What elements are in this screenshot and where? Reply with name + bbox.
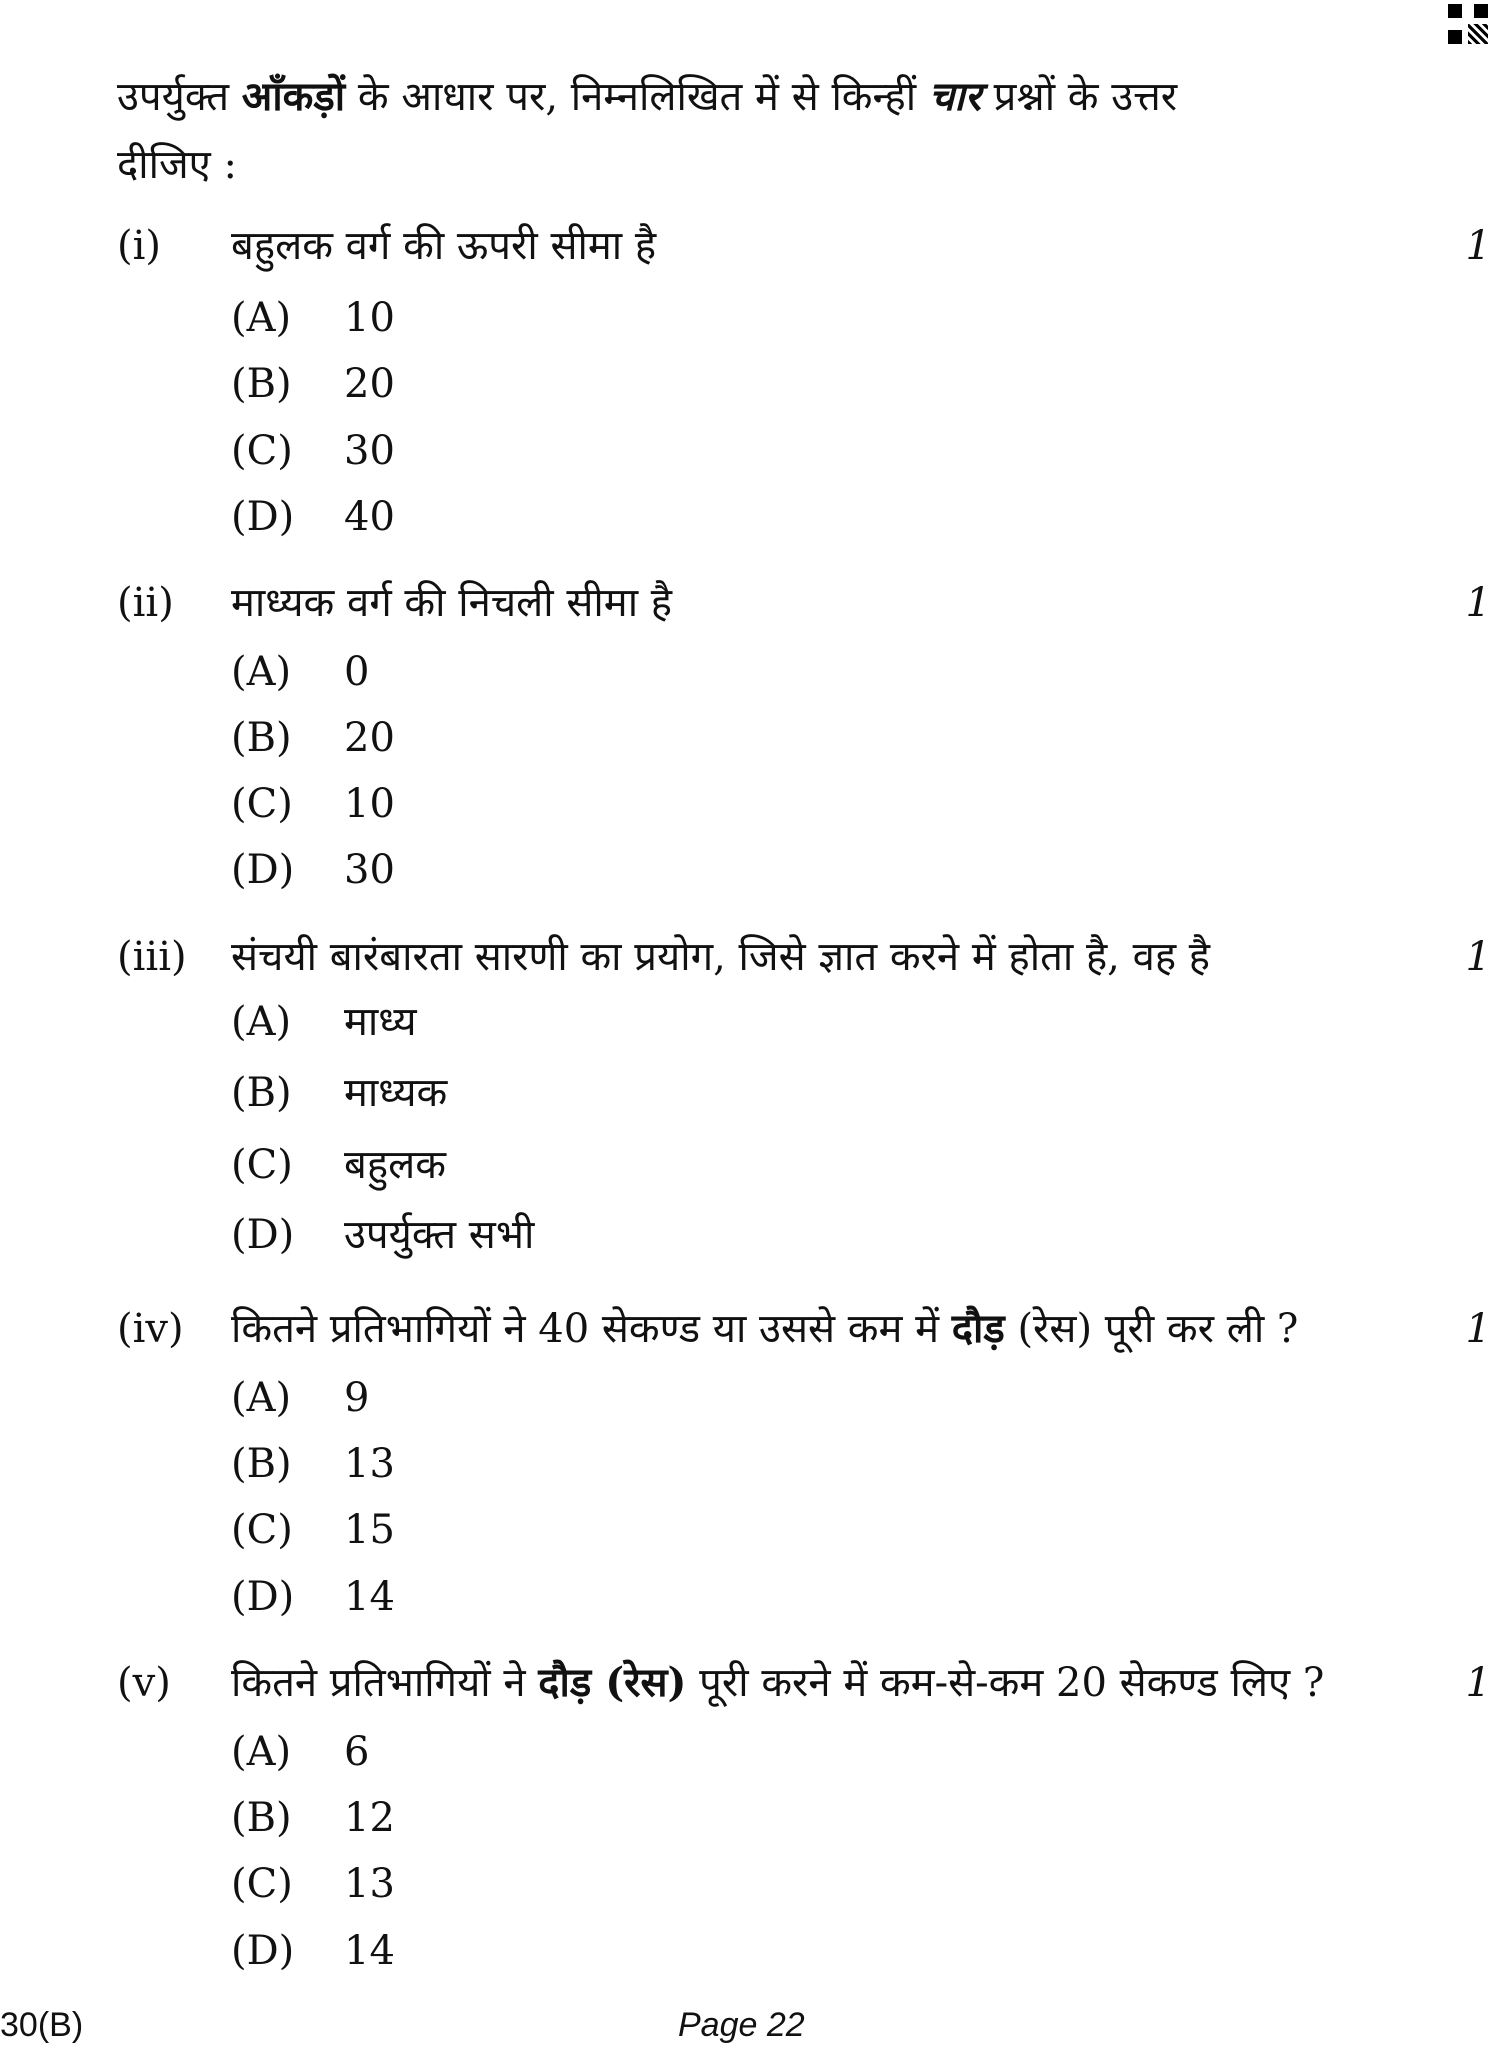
qr-code-icon — [1448, 4, 1488, 44]
option-value: 10 — [344, 781, 395, 827]
question-marks: 1 — [1465, 223, 1491, 269]
option-value: 13 — [344, 1441, 395, 1487]
option-value: 6 — [344, 1729, 370, 1775]
option-label: (B) — [231, 361, 292, 407]
footer-code: 30(B) — [0, 2006, 84, 2044]
option-value: 30 — [344, 428, 395, 474]
instruction-line-2: दीजिए : — [117, 142, 237, 188]
option-label: (A) — [231, 1375, 292, 1421]
option-label: (A) — [231, 649, 292, 695]
option-label: (B) — [231, 1441, 292, 1487]
question-number: (iv) — [117, 1306, 184, 1352]
option-value: माध्य — [344, 999, 417, 1045]
option-value: 0 — [344, 649, 370, 695]
question-text-line — [231, 575, 672, 631]
question-number: (i) — [117, 223, 162, 269]
question-text-line — [231, 929, 1210, 985]
question-text-part: पूरी करने में कम-से-कम 20 सेकण्ड लिए ? — [686, 1660, 1325, 1706]
question-number: (ii) — [117, 580, 174, 626]
option-label: (C) — [231, 1861, 293, 1907]
question-text-line — [231, 1655, 1324, 1711]
option-value: 14 — [344, 1928, 395, 1974]
question-text-line — [231, 1301, 1298, 1357]
option-label: (D) — [231, 1212, 295, 1258]
question-marks: 1 — [1465, 1660, 1491, 1706]
option-label: (D) — [231, 494, 295, 540]
option-value: 10 — [344, 295, 395, 341]
question-text-line — [231, 218, 656, 274]
option-label: (B) — [231, 1070, 292, 1116]
option-value: 20 — [344, 361, 395, 407]
question-text-part: कितने प्रतिभागियों ने — [231, 1660, 539, 1706]
option-label: (C) — [231, 428, 293, 474]
option-value: बहुलक — [344, 1142, 446, 1188]
option-value: उपर्युक्त सभी — [344, 1212, 535, 1258]
option-label: (B) — [231, 1795, 292, 1841]
option-value: 9 — [344, 1375, 370, 1421]
option-label: (A) — [231, 1729, 292, 1775]
option-value: 13 — [344, 1861, 395, 1907]
question-text-part: कितने प्रतिभागियों ने 40 सेकण्ड या उससे कम में — [231, 1306, 952, 1352]
option-value: 12 — [344, 1795, 395, 1841]
question-marks: 1 — [1465, 934, 1491, 980]
question-number: (v) — [117, 1660, 171, 1706]
question-text-bold: दौड़ (रेस) — [538, 1659, 687, 1706]
question-text-part: (रेस) पूरी कर ली ? — [1004, 1306, 1299, 1352]
question-text-bold: दौड़ — [951, 1305, 1005, 1352]
footer-page: Page 22 — [678, 2006, 805, 2044]
option-value: 14 — [344, 1574, 395, 1620]
option-value: 30 — [344, 847, 395, 893]
option-label: (D) — [231, 847, 295, 893]
option-label: (D) — [231, 1574, 295, 1620]
option-label: (D) — [231, 1928, 295, 1974]
option-label: (C) — [231, 1507, 293, 1553]
instruction-line-1: उपर्युक्त आँकड़ों के आधार पर, निम्नलिखित में से किन्हीं चार प्रश्नों के उत्तर — [117, 73, 1178, 120]
option-label: (B) — [231, 715, 292, 761]
question-text: संचयी बारंबारता सारणी का प्रयोग, जिसे ज्ञात करने में होता है, वह है — [231, 934, 1211, 980]
option-value: 15 — [344, 1507, 395, 1553]
option-label: (A) — [231, 999, 292, 1045]
question-text: बहुलक वर्ग की ऊपरी सीमा है — [231, 223, 657, 269]
question-number: (iii) — [117, 934, 187, 980]
option-label: (A) — [231, 295, 292, 341]
option-label: (C) — [231, 1142, 293, 1188]
option-value: 40 — [344, 494, 395, 540]
option-value: माध्यक — [344, 1070, 448, 1116]
question-marks: 1 — [1465, 580, 1491, 626]
option-value: 20 — [344, 715, 395, 761]
option-label: (C) — [231, 781, 293, 827]
question-marks: 1 — [1465, 1306, 1491, 1352]
question-text: माध्यक वर्ग की निचली सीमा है — [231, 580, 673, 626]
